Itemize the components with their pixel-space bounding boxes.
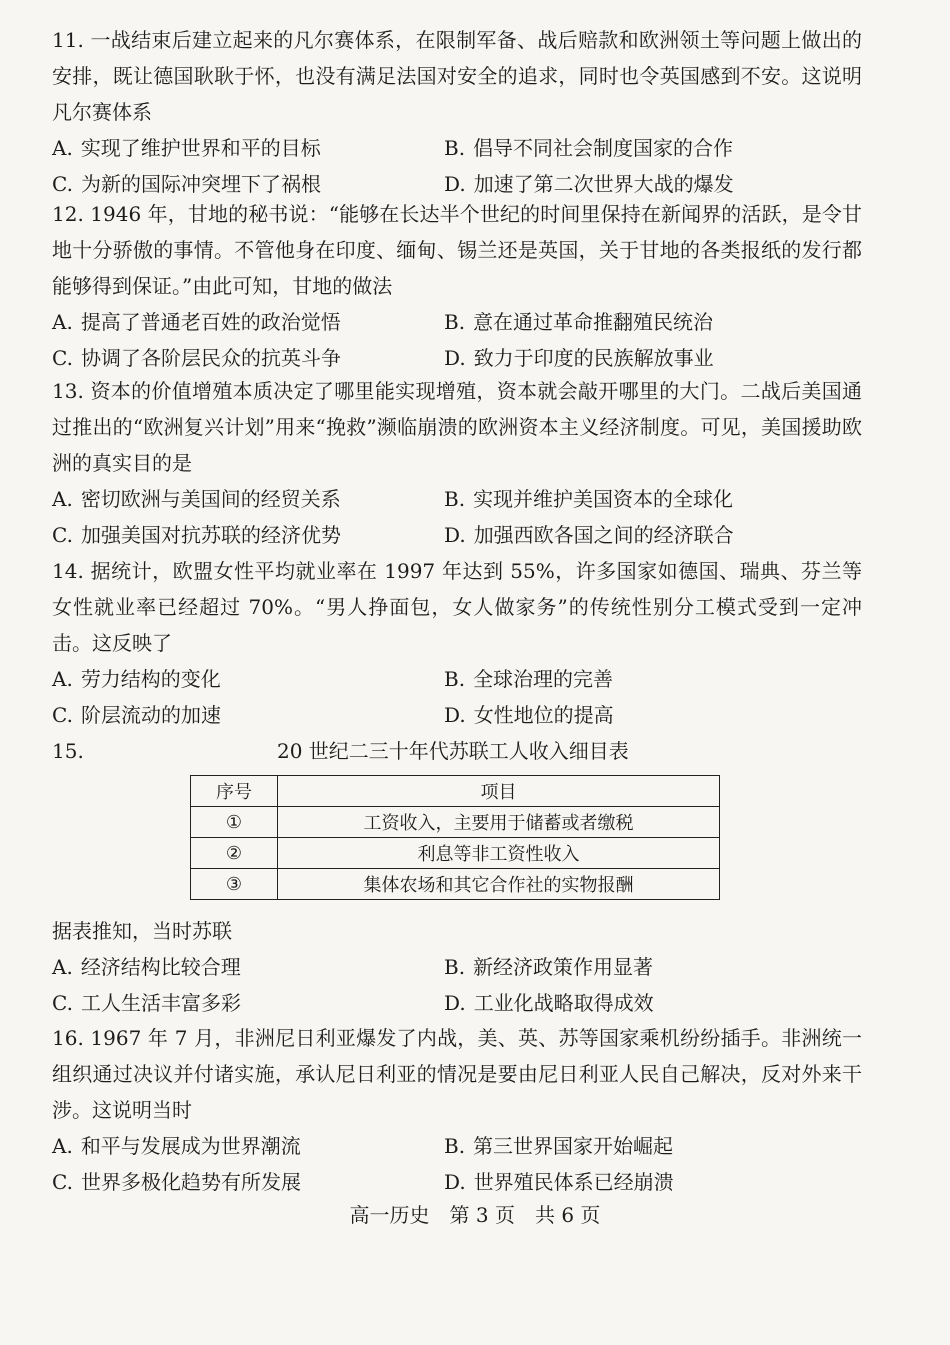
table-row bbox=[191, 869, 720, 900]
option-b[interactable]: B. 倡导不同社会制度国家的合作 bbox=[444, 136, 734, 160]
question-stem: 11. 一战结束后建立起来的凡尔赛体系，在限制军备、战后赔款和欧洲领土等问题上做出的安排，既让德国耿耿于怀，也没有满足法国对安全的追求，同时也令英国感到不安。这说明凡尔赛体系 bbox=[52, 28, 863, 124]
question-stem: 14. 据统计，欧盟女性平均就业率在 1997 年达到 55%，许多国家如德国、瑞典、芬兰等女性就业率已经超过 70%。“男人挣面包，女人做家务”的传统性别分工模式受到一定冲击。这反映了 bbox=[52, 559, 862, 655]
option-a[interactable]: A. 实现了维护世界和平的目标 bbox=[52, 136, 321, 160]
option-d[interactable]: D. 世界殖民体系已经崩溃 bbox=[444, 1170, 674, 1194]
options-row bbox=[52, 949, 862, 985]
option-d[interactable]: D. 加速了第二次世界大战的爆发 bbox=[444, 172, 734, 196]
table-cell: ② bbox=[191, 838, 278, 869]
table-header-row bbox=[191, 776, 720, 807]
option-b[interactable]: B. 实现并维护美国资本的全球化 bbox=[444, 487, 734, 511]
table-row bbox=[191, 807, 720, 838]
option-b[interactable]: B. 意在通过革命推翻殖民统治 bbox=[444, 310, 714, 334]
question-stem: 据表推知，当时苏联 bbox=[52, 919, 232, 943]
question-15 bbox=[52, 913, 862, 1021]
table-cell: 集体农场和其它合作社的实物报酬 bbox=[278, 869, 720, 900]
question-stem: 12. 1946 年，甘地的秘书说：“能够在长达半个世纪的时间里保持在新闻界的活跃，是令甘地十分骄傲的事情。不管他身在印度、缅甸、锡兰还是英国，关于甘地的各类报纸的发行都能够得到保证。”由此可知，甘地的做法 bbox=[52, 202, 863, 298]
question-14 bbox=[52, 553, 862, 733]
table-cell: ③ bbox=[191, 869, 278, 900]
options-row bbox=[52, 340, 862, 376]
table-cell: ① bbox=[191, 807, 278, 838]
table-cell: 工资收入，主要用于储蓄或者缴税 bbox=[278, 807, 720, 838]
options-row bbox=[52, 481, 862, 517]
options-row bbox=[52, 517, 862, 553]
options-row bbox=[52, 697, 862, 733]
options-row bbox=[52, 304, 862, 340]
option-b[interactable]: B. 第三世界国家开始崛起 bbox=[444, 1134, 674, 1158]
question-stem: 16. 1967 年 7 月，非洲尼日利亚爆发了内战，美、英、苏等国家乘机纷纷插手。非洲统一组织通过决议并付诸实施，承认尼日利亚的情况是要由尼日利亚人民自己解决，反对外来干涉。这说明当时 bbox=[52, 1026, 862, 1122]
option-a[interactable]: A. 劳力结构的变化 bbox=[52, 667, 221, 691]
options-row bbox=[52, 130, 862, 166]
option-c[interactable]: C. 工人生活丰富多彩 bbox=[52, 991, 241, 1015]
page-footer: 高一历史 第 3 页 共 6 页 bbox=[349, 1203, 601, 1227]
options-row bbox=[52, 1128, 862, 1164]
table-cell: 利息等非工资性收入 bbox=[278, 838, 720, 869]
option-b[interactable]: B. 全球治理的完善 bbox=[444, 667, 614, 691]
question-11 bbox=[52, 22, 862, 202]
question-13 bbox=[52, 373, 862, 553]
question-number: 15. bbox=[52, 739, 84, 763]
option-d[interactable]: D. 致力于印度的民族解放事业 bbox=[444, 346, 714, 370]
income-table bbox=[190, 775, 720, 900]
option-d[interactable]: D. 女性地位的提高 bbox=[444, 703, 614, 727]
table-header: 序号 bbox=[191, 776, 278, 807]
option-a[interactable]: A. 经济结构比较合理 bbox=[52, 955, 241, 979]
table-title: 20 世纪二三十年代苏联工人收入细目表 bbox=[277, 739, 629, 763]
options-row bbox=[52, 1164, 862, 1200]
question-stem: 13. 资本的价值增殖本质决定了哪里能实现增殖，资本就会敲开哪里的大门。二战后美国通过推出的“欧洲复兴计划”用来“挽救”濒临崩溃的欧洲资本主义经济制度。可见，美国援助欧洲的真实目的是 bbox=[52, 379, 863, 475]
option-d[interactable]: D. 工业化战略取得成效 bbox=[444, 991, 654, 1015]
option-c[interactable]: C. 加强美国对抗苏联的经济优势 bbox=[52, 523, 341, 547]
option-c[interactable]: C. 世界多极化趋势有所发展 bbox=[52, 1170, 301, 1194]
question-16 bbox=[52, 1020, 862, 1200]
option-c[interactable]: C. 阶层流动的加速 bbox=[52, 703, 221, 727]
question-15-header bbox=[52, 733, 862, 769]
option-a[interactable]: A. 和平与发展成为世界潮流 bbox=[52, 1134, 301, 1158]
option-a[interactable]: A. 密切欧洲与美国间的经贸关系 bbox=[52, 487, 341, 511]
table-row bbox=[191, 838, 720, 869]
options-row bbox=[52, 985, 862, 1021]
options-row bbox=[52, 661, 862, 697]
option-c[interactable]: C. 为新的国际冲突埋下了祸根 bbox=[52, 172, 321, 196]
table-header: 项目 bbox=[278, 776, 720, 807]
option-a[interactable]: A. 提高了普通老百姓的政治觉悟 bbox=[52, 310, 341, 334]
question-12 bbox=[52, 196, 862, 376]
option-c[interactable]: C. 协调了各阶层民众的抗英斗争 bbox=[52, 346, 341, 370]
option-d[interactable]: D. 加强西欧各国之间的经济联合 bbox=[444, 523, 734, 547]
option-b[interactable]: B. 新经济政策作用显著 bbox=[444, 955, 654, 979]
